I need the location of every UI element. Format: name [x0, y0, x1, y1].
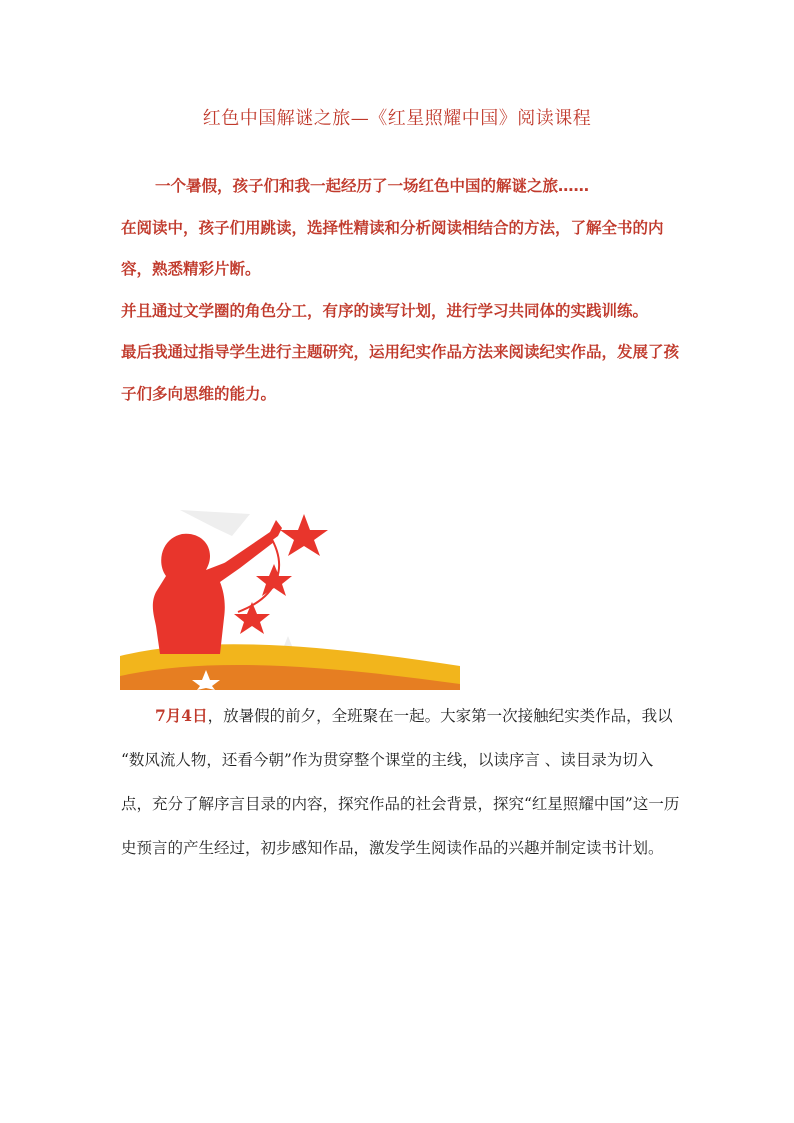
- body-paragraph: [121, 694, 681, 870]
- intro-paragraph-3: 并且通过文学圈的角色分工，有序的读写计划，进行学习共同体的实践训练。: [121, 301, 649, 320]
- document-title: 红色中国解谜之旅—《红星照耀中国》阅读课程: [202, 108, 592, 129]
- red-star-mid: [256, 564, 292, 596]
- pale-star-top: [180, 510, 250, 536]
- intro-paragraph-2: 在阅读中，孩子们用跳读，选择性精读和分析阅读相结合的方法，了解全书的内容，熟悉精彩片断。: [121, 218, 664, 278]
- body-text: ，放暑假的前夕，全班聚在一起。大家第一次接触纪实类作品，我以 “数风流人物，还看今朝”作为贯穿整个课堂的主线，以读序言 、读目录为切入点，充分了解序言目录的内容，探究作品的社会背景，探究“红星照耀中国”这一历史预言的产生经过，初步感知作品，激发学生阅读作品的兴趣并制定读书计划。: [121, 707, 680, 857]
- red-star-small: [234, 602, 270, 634]
- red-star-large: [280, 514, 328, 556]
- bugler-red-stars-illustration: [120, 506, 460, 690]
- intro-section: [121, 166, 681, 415]
- intro-paragraph-4: 最后我通过指导学生进行主题研究，运用纪实作品方法来阅读纪实作品，发展了孩子们多向思维的能力。: [121, 343, 680, 403]
- intro-line-1: 一个暑假，孩子们和我一起经历了一场红色中国的解谜之旅……: [155, 177, 590, 195]
- date-label: 7月4日: [155, 706, 208, 725]
